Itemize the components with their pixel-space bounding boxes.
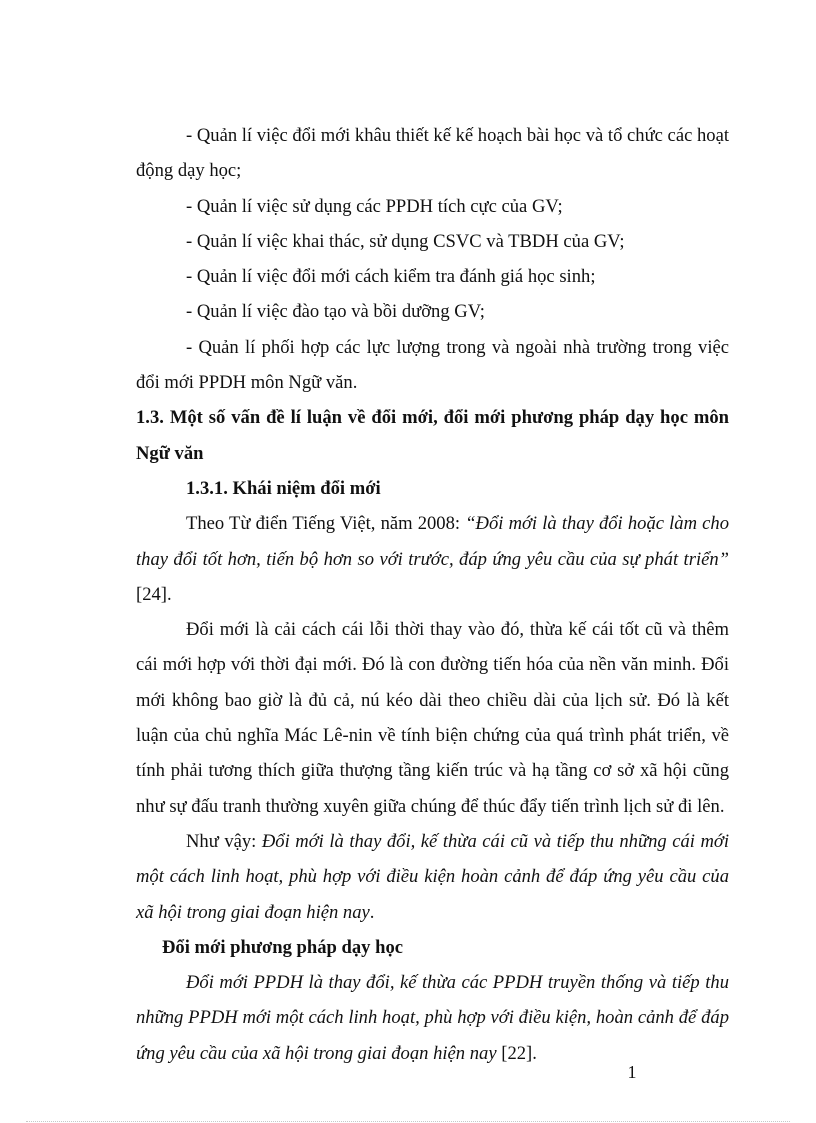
- summary-lead: Như vậy:: [186, 830, 262, 852]
- definition-quote: “Đổi mới là thay đổi hoặc làm cho thay đổi tốt hơn, tiến bộ hơn so với trước, đáp ứng yêu cầu của sự phát triển”: [136, 513, 729, 570]
- bullet-item: - Quản lí việc khai thác, sử dụng CSVC và TBDH của GV;: [186, 230, 625, 252]
- summary-text: Đổi mới là thay đổi, kế thừa cái cũ và tiếp thu những cái mới một cách linh hoạt, phù hợp với điều kiện hoàn cảnh để đáp ứng yêu cầu của xã hội trong giai đoạn hiện nay: [136, 830, 729, 923]
- summary-paragraph: [136, 824, 729, 930]
- bullet-item: - Quản lí việc sử dụng các PPDH tích cực của GV;: [186, 195, 563, 217]
- summary-end: .: [369, 901, 375, 923]
- bullet-item: - Quản lí phối hợp các lực lượng trong và ngoài nhà trường trong việc đổi mới PPDH môn Ngữ văn.: [136, 336, 729, 394]
- bullet-item: - Quản lí việc đào tạo và bồi dưỡng GV;: [186, 301, 485, 323]
- method-text: Đổi mới PPDH là thay đổi, kế thừa các PPDH truyền thống và tiếp thu những PPDH mới một cách linh hoạt, phù hợp với điều kiện, hoàn cảnh để đáp ứng yêu cầu của xã hội trong giai đoạn hiện nay: [136, 972, 729, 1064]
- page-bottom-divider: [26, 1121, 790, 1122]
- method-paragraph: [136, 965, 729, 1071]
- definition-intro: Theo Từ điển Tiếng Việt, năm 2008:: [186, 513, 466, 535]
- page-number: 1: [627, 1062, 637, 1082]
- bullet-item: - Quản lí việc đổi mới cách kiểm tra đánh giá học sinh;: [186, 266, 596, 288]
- method-heading: Đổi mới phương pháp dạy học: [162, 936, 404, 958]
- bullet-item: - Quản lí việc đổi mới khâu thiết kế kế hoạch bài học và tổ chức các hoạt động dạy học;: [136, 125, 729, 182]
- document-body: [136, 118, 729, 1071]
- body-paragraph: Đổi mới là cải cách cái lỗi thời thay vào đó, thừa kế cái tốt cũ và thêm cái mới hợp với thời đại mới. Đó là con đường tiến hóa của nền văn minh. Đổi mới không bao giờ là đủ cả, nú kéo dài theo chiều dài của lịch sử. Đó là kết luận của chủ nghĩa Mác Lê-nin về tính biện chứng của quá trình phát triển, về tính phải tương thích giữa thượng tầng kiến trúc và hạ tầng cơ sở xã hội cũng như sự đấu tranh thường xuyên giữa chúng để thúc đẩy tiến trình lịch sử đi lên.: [136, 619, 729, 817]
- section-heading: 1.3. Một số vấn đề lí luận về đổi mới, đổi mới phương pháp dạy học môn Ngữ văn: [136, 407, 729, 464]
- definition-citation: [24].: [136, 583, 172, 605]
- subsection-heading: 1.3.1. Khái niệm đổi mới: [186, 477, 381, 499]
- definition-paragraph: [136, 506, 729, 612]
- method-citation: [22].: [496, 1042, 537, 1064]
